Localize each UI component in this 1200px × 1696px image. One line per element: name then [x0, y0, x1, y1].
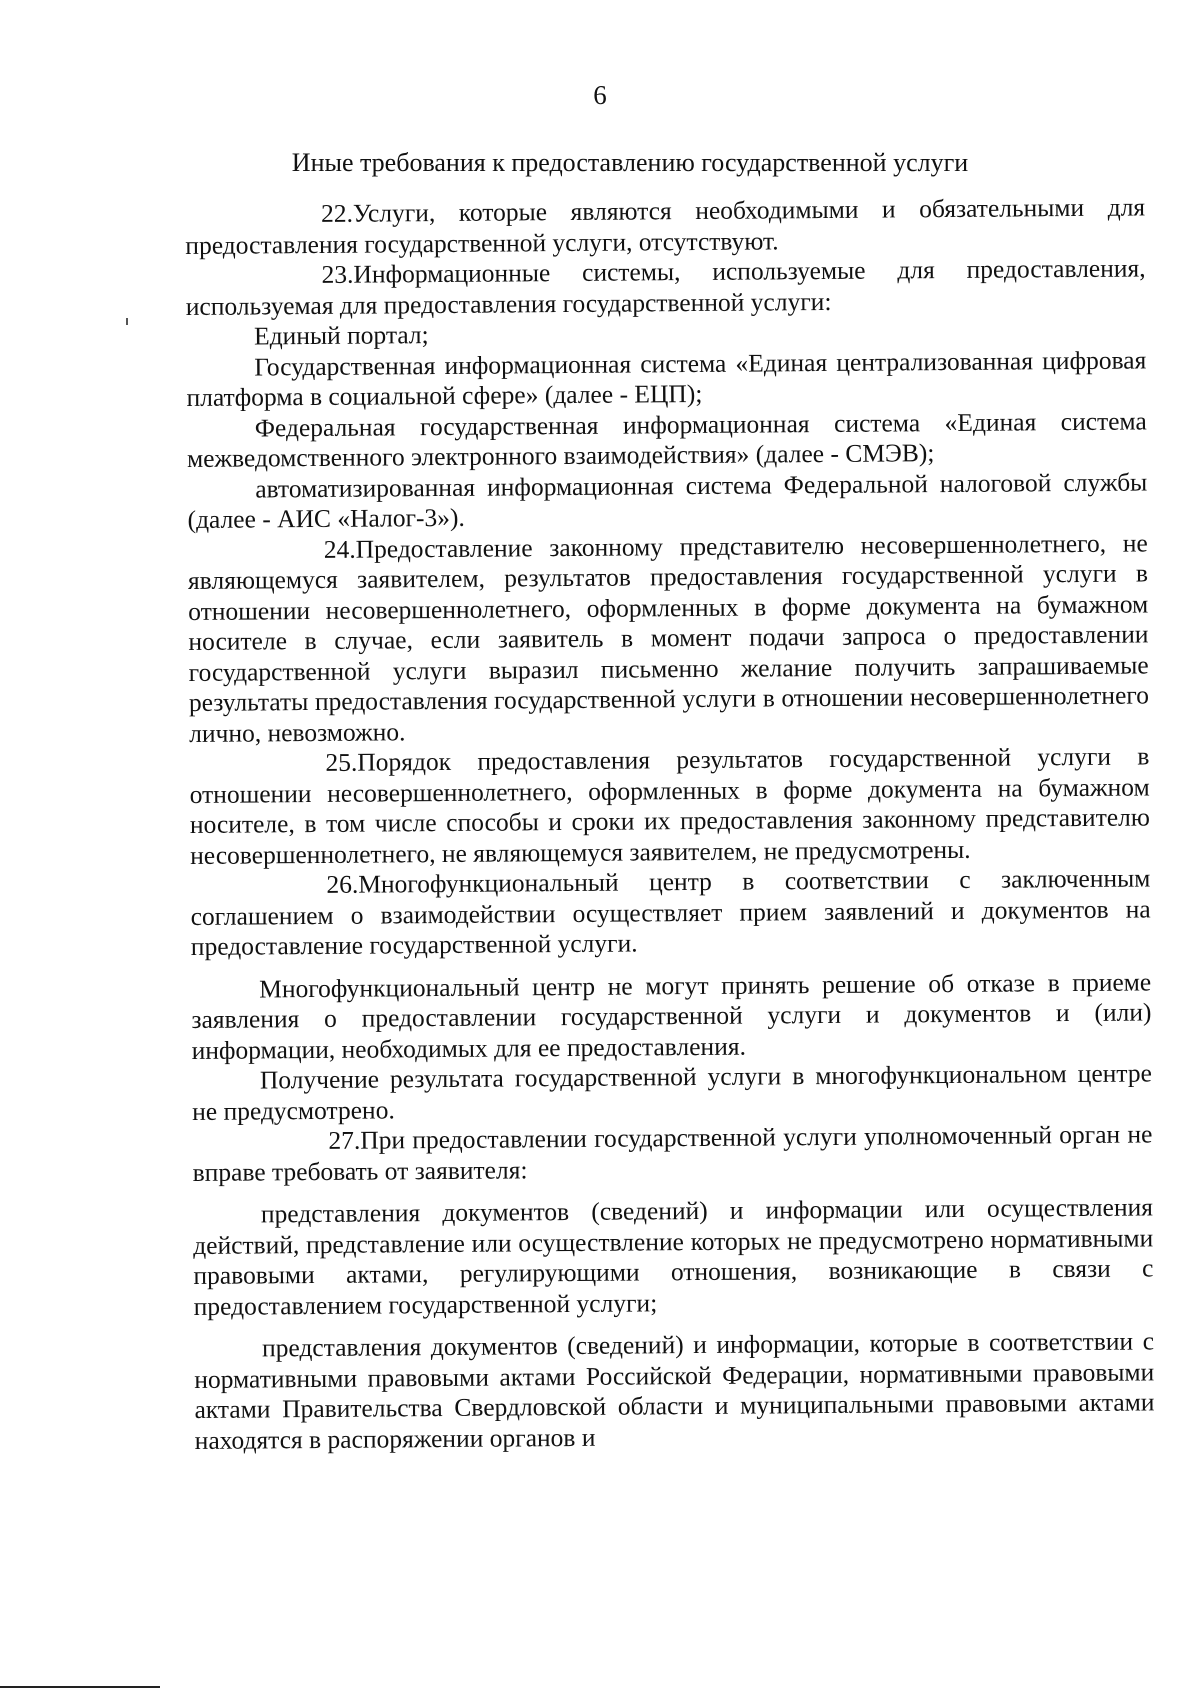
paragraph-24 — [188, 528, 1150, 749]
paragraph-number: 27. — [328, 1125, 361, 1155]
paragraph-26 — [190, 863, 1151, 962]
paragraph-text: При предоставлении государственной услуги уполномоченный орган не вправе требовать от заявителя: — [192, 1119, 1153, 1187]
paragraph-number: 22. — [320, 198, 354, 228]
paragraph-number: 26. — [326, 869, 359, 899]
paragraph-text: представления документов (сведений) и информации, которые в соответствии с нормативными правовыми актами Российской Федерации, нормативными правовыми актами Правительства Свердловской области и муниципальными правовыми актами находятся в распоряжении органов и — [194, 1326, 1155, 1455]
paragraph-text: Информационные системы, используемые для предоставления, используемая для предоставления государственной услуги: — [185, 253, 1146, 321]
document-body — [185, 192, 1155, 1456]
paragraph-number: 24. — [323, 534, 356, 564]
list-item-ecp — [186, 345, 1146, 414]
paragraph-text: Многофункциональный центр в соответствии с заключенным соглашением о взаимодействии осуществляет прием заявлений и документов на предоставление государственной услуги. — [190, 863, 1151, 961]
paragraph-number: 25. — [325, 747, 358, 777]
paragraph-text: Порядок предоставления результатов государственной услуги в отношении несовершеннолетнего, оформленных в форме документа на бумажном носителе, в том числе способы и сроки их предоставления законному представителю несовершеннолетнего, не являющемуся заявителем, не предусмотрены. — [189, 741, 1150, 870]
paragraph-22 — [185, 192, 1145, 261]
paragraph-27-item-1 — [193, 1192, 1154, 1322]
paragraph-26-mfc-result — [192, 1058, 1152, 1127]
paragraph-text: Единый портал; — [253, 320, 429, 351]
paragraph-26-mfc-refusal — [191, 967, 1152, 1066]
paragraph-23 — [185, 253, 1145, 322]
paragraph-27 — [192, 1119, 1152, 1188]
paragraph-number: 23. — [321, 259, 354, 289]
scan-artifact-line — [0, 1686, 160, 1688]
scan-artifact-mark — [126, 318, 128, 325]
paragraph-text: Федеральная государственная информационная система «Единая система межведомственного электронного взаимодействия» (далее - СМЭВ); — [186, 405, 1147, 473]
paragraph-27-item-2 — [194, 1326, 1155, 1456]
list-item-smev — [187, 406, 1147, 475]
paragraph-text: Многофункциональный центр не могут принять решение об отказе в приеме заявления о предоставлении государственной услуги и документов и (или) информации, необходимых для ее предоставления. — [191, 966, 1152, 1065]
paragraph-text: автоматизированная информационная система Федеральной налоговой службы (далее - АИС «Налог-3»). — [187, 466, 1148, 534]
paragraph-text: представления документов (сведений) и информации или осуществления действий, представление или осуществление которых не предусмотрено нормативными правовыми актами, регулирующими отношения, возникающие в связи с предоставлением государственной услуги; — [193, 1192, 1154, 1321]
paragraph-25 — [189, 741, 1150, 871]
list-item-ais — [187, 467, 1147, 536]
page-number: 6 — [593, 80, 607, 110]
paragraph-text: Государственная информационная система «Единая централизованная цифровая платформа в социальной сфере» (далее - ЕЦП); — [186, 344, 1147, 412]
paragraph-text: Услуги, которые являются необходимыми и обязательными для предоставления государственной услуги, отсутствуют. — [185, 192, 1146, 260]
paragraph-text: Получение результата государственной услуги в многофункциональном центре не предусмотрено. — [192, 1058, 1152, 1126]
paragraph-text: Предоставление законному представителю несовершеннолетнего, не являющемуся заявителем, результатов предоставления государственной услуги в отношении несовершеннолетнего, оформленных в форме документа на бумажном носителе в случае, если заявитель в момент подачи запроса о предоставлении государственной услуги выразил письменно желание получить запрашиваемые результаты предоставления государственной услуги в отношении несовершеннолетнего лично, невозможно. — [187, 527, 1150, 748]
section-title: Иные требования к предоставлению государственной услуги — [291, 148, 969, 177]
